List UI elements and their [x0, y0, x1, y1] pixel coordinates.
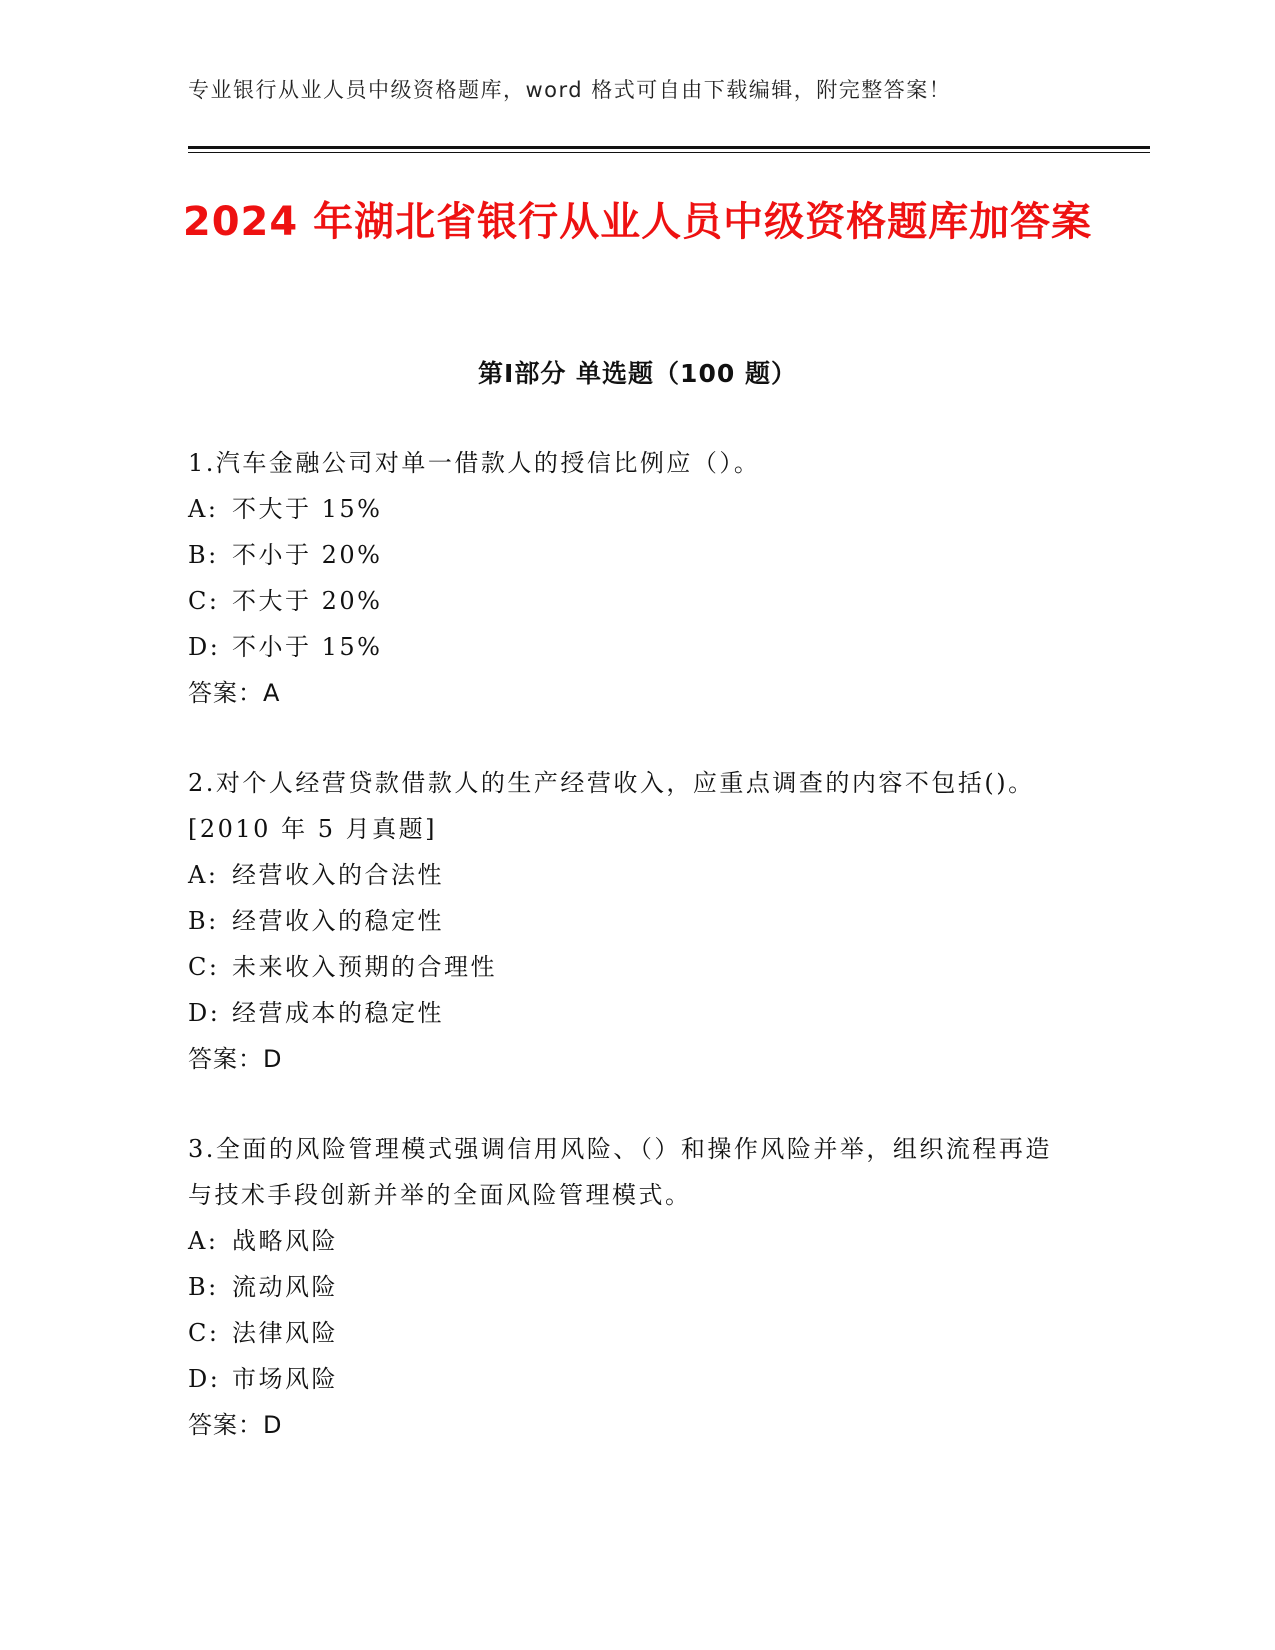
question-text: 1.汽车金融公司对单一借款人的授信比例应（）。	[188, 449, 761, 477]
option-letter: B:	[188, 541, 219, 569]
option-text: 流动风险	[232, 1273, 338, 1301]
question-2	[188, 760, 1078, 1082]
option-text: 市场风险	[232, 1365, 338, 1393]
option-a	[188, 486, 1078, 532]
question-3	[188, 1126, 1078, 1448]
answer-line: 答案：D	[188, 1411, 283, 1439]
option-letter: C:	[188, 1319, 220, 1347]
option-letter: D:	[188, 633, 221, 661]
option-letter: B:	[188, 907, 219, 935]
option-c	[188, 944, 1078, 990]
option-d	[188, 1356, 1078, 1402]
option-letter: D:	[188, 999, 221, 1027]
section-title: 第Ⅰ部分 单选题（100 题）	[478, 359, 797, 388]
option-c	[188, 1310, 1078, 1356]
option-text: 不小于 20%	[232, 541, 383, 569]
option-letter: A:	[188, 1227, 219, 1255]
header-note: 专业银行从业人员中级资格题库，word 格式可自由下载编辑，附完整答案！	[188, 78, 952, 102]
option-d	[188, 990, 1078, 1036]
option-b	[188, 532, 1078, 578]
option-text: 不大于 15%	[232, 495, 383, 523]
option-text: 战略风险	[232, 1227, 338, 1255]
option-a	[188, 1218, 1078, 1264]
option-b	[188, 1264, 1078, 1310]
option-text: 经营收入的稳定性	[232, 907, 444, 935]
question-list	[188, 440, 1078, 1492]
option-c	[188, 578, 1078, 624]
document-title: 2024 年湖北省银行从业人员中级资格题库加答案	[182, 199, 1093, 245]
option-letter: A:	[188, 861, 219, 889]
option-letter: D:	[188, 1365, 221, 1393]
question-text: 3.全面的风险管理模式强调信用风险、（）和操作风险并举，组织流程再造与技术手段创新并举的全面风险管理模式。	[188, 1135, 1052, 1209]
question-1	[188, 440, 1078, 716]
option-text: 不大于 20%	[232, 587, 383, 615]
option-letter: B:	[188, 1273, 219, 1301]
option-text: 法律风险	[232, 1319, 338, 1347]
option-letter: C:	[188, 953, 220, 981]
header-rule-thick	[188, 146, 1150, 149]
option-text: 经营成本的稳定性	[232, 999, 444, 1027]
option-b	[188, 898, 1078, 944]
option-text: 不小于 15%	[232, 633, 383, 661]
answer-line: 答案：A	[188, 679, 281, 707]
header-rule-thin	[188, 152, 1150, 153]
option-d	[188, 624, 1078, 670]
option-text: 未来收入预期的合理性	[232, 953, 497, 981]
option-text: 经营收入的合法性	[232, 861, 444, 889]
option-letter: A:	[188, 495, 219, 523]
option-letter: C:	[188, 587, 220, 615]
answer-line: 答案：D	[188, 1045, 283, 1073]
option-a	[188, 852, 1078, 898]
question-text: 2.对个人经营贷款借款人的生产经营收入，应重点调查的内容不包括()。[2010 年 5 月真题]	[188, 769, 1035, 843]
